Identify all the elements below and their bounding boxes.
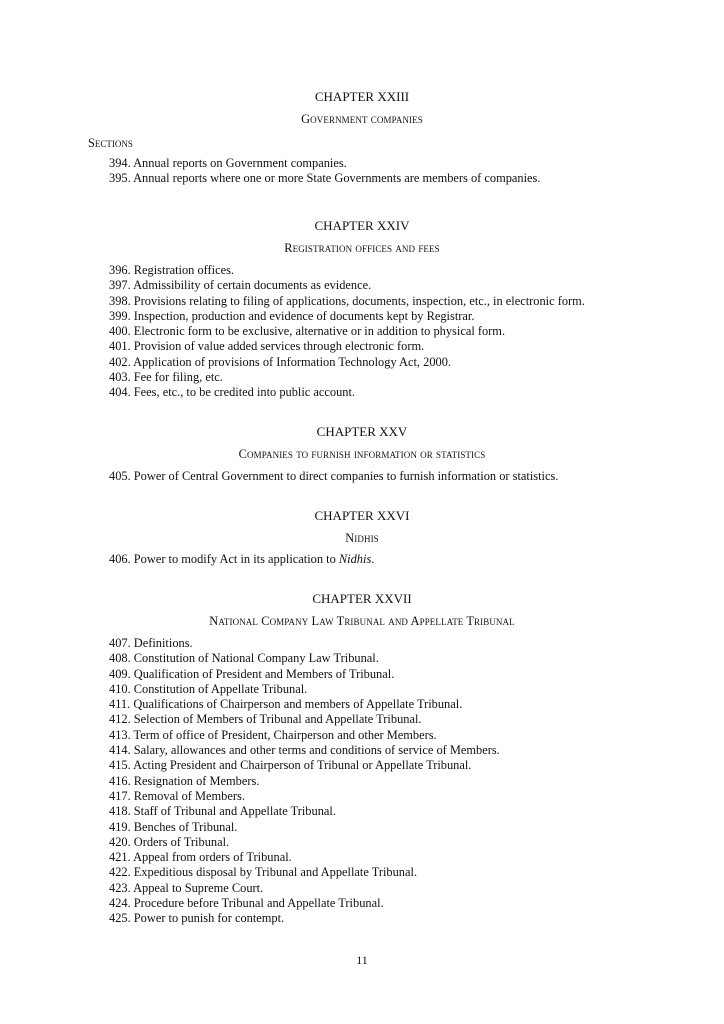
chapter-24-heading: CHAPTER XXIV	[314, 218, 410, 233]
section-item-397: 397. Admissibility of certain documents as evidence.	[109, 278, 372, 293]
chapter-24-subheading: Registration offices and fees	[284, 241, 440, 255]
chapter-26-section-list	[109, 552, 374, 567]
section-item-411: 411. Qualifications of Chairperson and members of Appellate Tribunal.	[109, 697, 463, 712]
chapter-26-subheading: Nidhis	[345, 531, 379, 545]
section-item-409: 409. Qualification of President and Members of Tribunal.	[109, 666, 395, 681]
chapter-27-subheading: National Company Law Tribunal and Appellate Tribunal	[209, 614, 515, 628]
chapter-25-section-list	[109, 469, 558, 484]
section-item-416: 416. Resignation of Members.	[109, 773, 260, 788]
sections-label: Sections	[88, 136, 133, 150]
section-item-401: 401. Provision of value added services through electronic form.	[109, 339, 425, 354]
section-item-425: 425. Power to punish for contempt.	[109, 911, 285, 926]
chapter-24-section-list	[109, 263, 585, 401]
section-item-419: 419. Benches of Tribunal.	[109, 819, 238, 834]
section-item-410: 410. Constitution of Appellate Tribunal.	[109, 681, 308, 696]
section-item-424: 424. Procedure before Tribunal and Appellate Tribunal.	[109, 896, 384, 911]
section-item-422: 422. Expeditious disposal by Tribunal and Appellate Tribunal.	[109, 865, 418, 880]
chapter-25-heading: CHAPTER XXV	[316, 424, 408, 439]
section-item-414: 414. Salary, allowances and other terms and conditions of service of Members.	[109, 743, 500, 758]
section-item-406-italic: Nidhis	[338, 552, 372, 566]
section-item-398: 398. Provisions relating to filing of applications, documents, inspection, etc., in electronic form.	[109, 293, 585, 308]
section-item-420: 420. Orders of Tribunal.	[109, 834, 230, 849]
section-item-395: 395. Annual reports where one or more State Governments are members of companies.	[109, 171, 541, 186]
section-item-412: 412. Selection of Members of Tribunal and Appellate Tribunal.	[109, 712, 422, 727]
section-item-406-text: 406. Power to modify Act in its application to	[109, 552, 339, 566]
section-item-396: 396. Registration offices.	[109, 263, 235, 277]
page-number: 11	[356, 953, 368, 967]
section-item-413: 413. Term of office of President, Chairperson and other Members.	[109, 727, 437, 742]
section-item-418: 418. Staff of Tribunal and Appellate Tribunal.	[109, 804, 336, 819]
section-item-402: 402. Application of provisions of Information Technology Act, 2000.	[109, 354, 452, 369]
section-item-405: 405. Power of Central Government to direct companies to furnish information or statistics.	[109, 469, 559, 483]
section-item-394: 394. Annual reports on Government companies.	[109, 156, 347, 170]
chapter-23-section-list	[109, 156, 540, 187]
section-item-406	[109, 552, 374, 567]
section-item-403: 403. Fee for filing, etc.	[109, 370, 223, 385]
chapter-27-section-list	[109, 636, 500, 927]
section-item-399: 399. Inspection, production and evidence of documents kept by Registrar.	[109, 308, 475, 323]
section-item-415: 415. Acting President and Chairperson of Tribunal or Appellate Tribunal.	[109, 758, 472, 773]
chapter-23-heading: CHAPTER XXIII	[314, 89, 410, 104]
chapter-23-subheading: Government companies	[301, 112, 423, 126]
section-item-406-suffix: .	[371, 552, 375, 566]
section-item-408: 408. Constitution of National Company Law Tribunal.	[109, 651, 379, 666]
chapter-27-heading: CHAPTER XXVII	[312, 591, 412, 606]
section-item-423: 423. Appeal to Supreme Court.	[109, 880, 264, 895]
section-item-404: 404. Fees, etc., to be credited into public account.	[109, 385, 356, 400]
section-item-417: 417. Removal of Members.	[109, 788, 245, 803]
chapter-26-heading: CHAPTER XXVI	[314, 508, 410, 523]
section-item-400: 400. Electronic form to be exclusive, alternative or in addition to physical form.	[109, 324, 506, 339]
chapter-25-subheading: Companies to furnish information or statistics	[238, 447, 486, 461]
section-item-421: 421. Appeal from orders of Tribunal.	[109, 850, 292, 865]
section-item-407: 407. Definitions.	[109, 636, 193, 650]
